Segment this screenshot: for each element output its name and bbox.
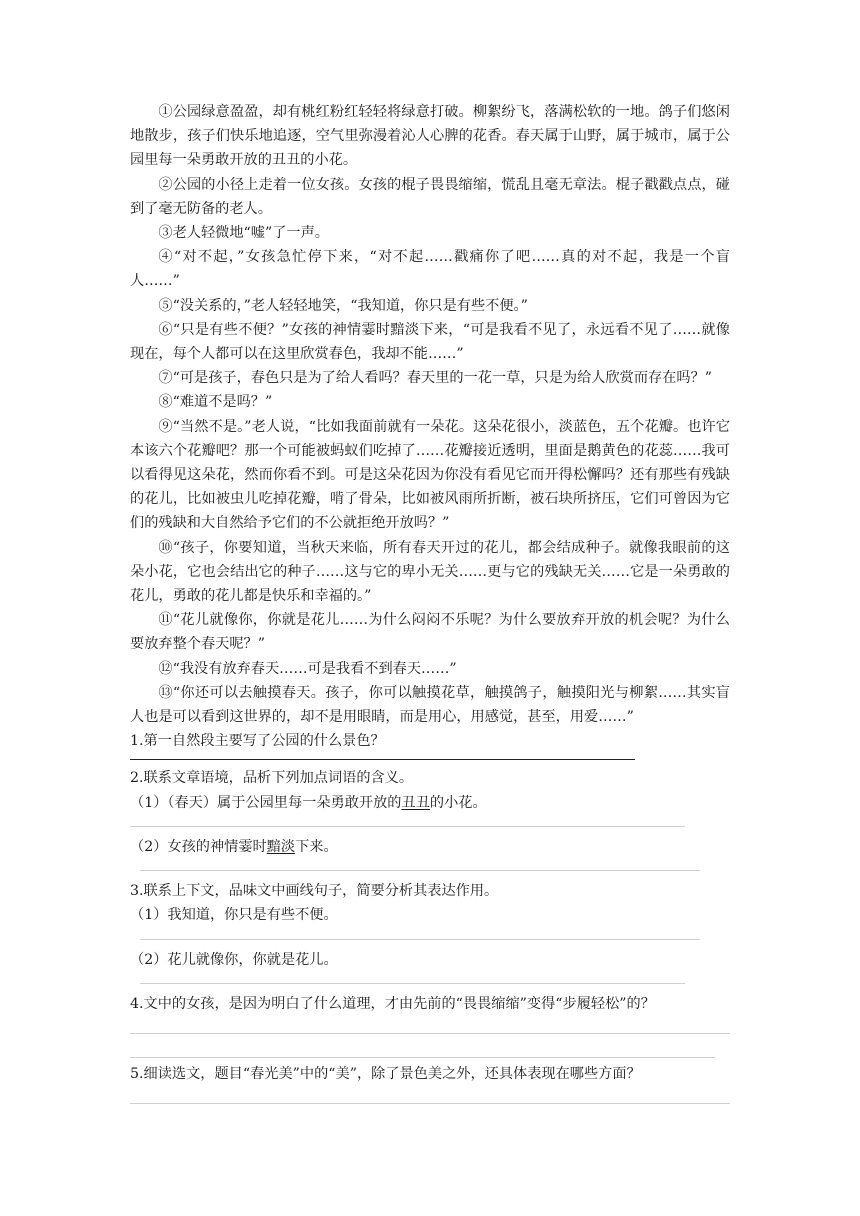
paragraph-9: ⑨“当然不是。”老人说，“比如我面前就有一朵花。这朵花很小，淡蓝色，五个花瓣。也许它本该六个花瓣吧？那一个可能被蚂蚁们吃掉了……花瓣接近透明，里面是鹅黄色的花蕊……我可以看得见这朵花，然而你看不到。可是这朵花因为你没有看见它而开得松懈吗？还有那些有残缺的花儿，比如被虫儿吃掉花瓣，啃了骨朵，比如被风雨所折断，被石块所挤压，它们可曾因为它们的残缺和大自然给予它们的不公就拒绝开放吗？”: [130, 418, 730, 532]
question-3-1: （1）我知道，你只是有些不便。: [130, 907, 338, 924]
answer-line-q1[interactable]: [130, 753, 635, 760]
question-1: 1.第一自然段主要写了公园的什么景色？: [130, 733, 385, 750]
question-3: 3.联系上下文，品味文中画线句子，简要分析其表达作用。: [130, 883, 499, 900]
paragraph-10: ⑩“孩子，你要知道，当秋天来临，所有春天开过的花儿，都会结成种子。就像我眼前的这朵小花，它也会结出它的种子……这与它的卑小无关……更与它的残缺无关……它是一朵勇敢的花儿，勇敢的花儿都是快乐和幸福的。”: [130, 539, 730, 605]
paragraph-7: ⑦“可是孩子，春色只是为了给人看吗？春天里的一花一草，只是为给人欣赏而存在吗？”: [158, 370, 713, 387]
paragraph-13: ⑬“你还可以去触摸春天。孩子，你可以触摸花草，触摸鸽子，触摸阳光与柳絮……其实盲人也是可以看到这世界的，却不是用眼睛，而是用心，用感觉，甚至，用爱……”: [130, 684, 730, 726]
paragraph-6: ⑥“只是有些不便？”女孩的神情霎时黯淡下来，“可是我看不见了，永远看不见了……就像现在，每个人都可以在这里欣赏春色，我却不能……”: [130, 321, 730, 363]
question-5: 5.细读选文，题目“春光美”中的“美”，除了景色美之外，还具体表现在哪些方面？: [130, 1065, 641, 1082]
answer-line-q5[interactable]: [130, 1102, 730, 1104]
question-2-1: （1）（春天）属于公园里每一朵勇敢开放的丑丑的小花。: [130, 794, 487, 811]
question-2: 2.联系文章语境，品析下列加点词语的含义。: [130, 770, 414, 787]
question-4: 4.文中的女孩，是因为明白了什么道理，才由先前的“畏畏缩缩”变得“步履轻松”的？: [130, 995, 655, 1012]
question-3-2: （2）花儿就像你，你就是花儿。: [130, 951, 338, 968]
paragraph-5: ⑤“没关系的，”老人轻轻地笑，“我知道，你只是有些不便。”: [158, 297, 528, 314]
paragraph-4: ④“对不起，”女孩急忙停下来，“对不起……戳痛你了吧……真的对不起，我是一个盲人……”: [130, 249, 730, 290]
paragraph-2: ②公园的小径上走着一位女孩。女孩的棍子畏畏缩缩，慌乱且毫无章法。棍子戳戳点点，碰到了毫无防备的老人。: [130, 176, 730, 217]
marked-word-choucho: 丑丑: [401, 794, 430, 811]
paragraph-3: ③老人轻微地“嘘”了一声。: [158, 225, 329, 242]
paragraph-1: ①公园绿意盈盈，却有桃红粉红轻轻将绿意打破。柳絮纷飞，落满松软的一地。鸽子们悠闲地散步，孩子们快乐地追逐，空气里弥漫着沁人心脾的花香。春天属于山野，属于城市，属于公园里每一朵勇敢开放的丑丑的小花。: [130, 104, 730, 169]
marked-word-andan: 黯淡: [266, 838, 296, 855]
paragraph-8: ⑧“难道不是吗？”: [158, 394, 273, 411]
document-content: [130, 100, 730, 1104]
paragraph-11: ⑪“花儿就像你，你就是花儿……为什么闷闷不乐呢？为什么要放弃开放的机会呢？为什么要放弃整个春天呢？”: [130, 612, 730, 653]
paragraph-12: ⑫“我没有放弃春天……可是我看不到春天……”: [158, 660, 457, 677]
question-2-2: （2）女孩的神情霎时黯淡下来。: [130, 838, 338, 855]
